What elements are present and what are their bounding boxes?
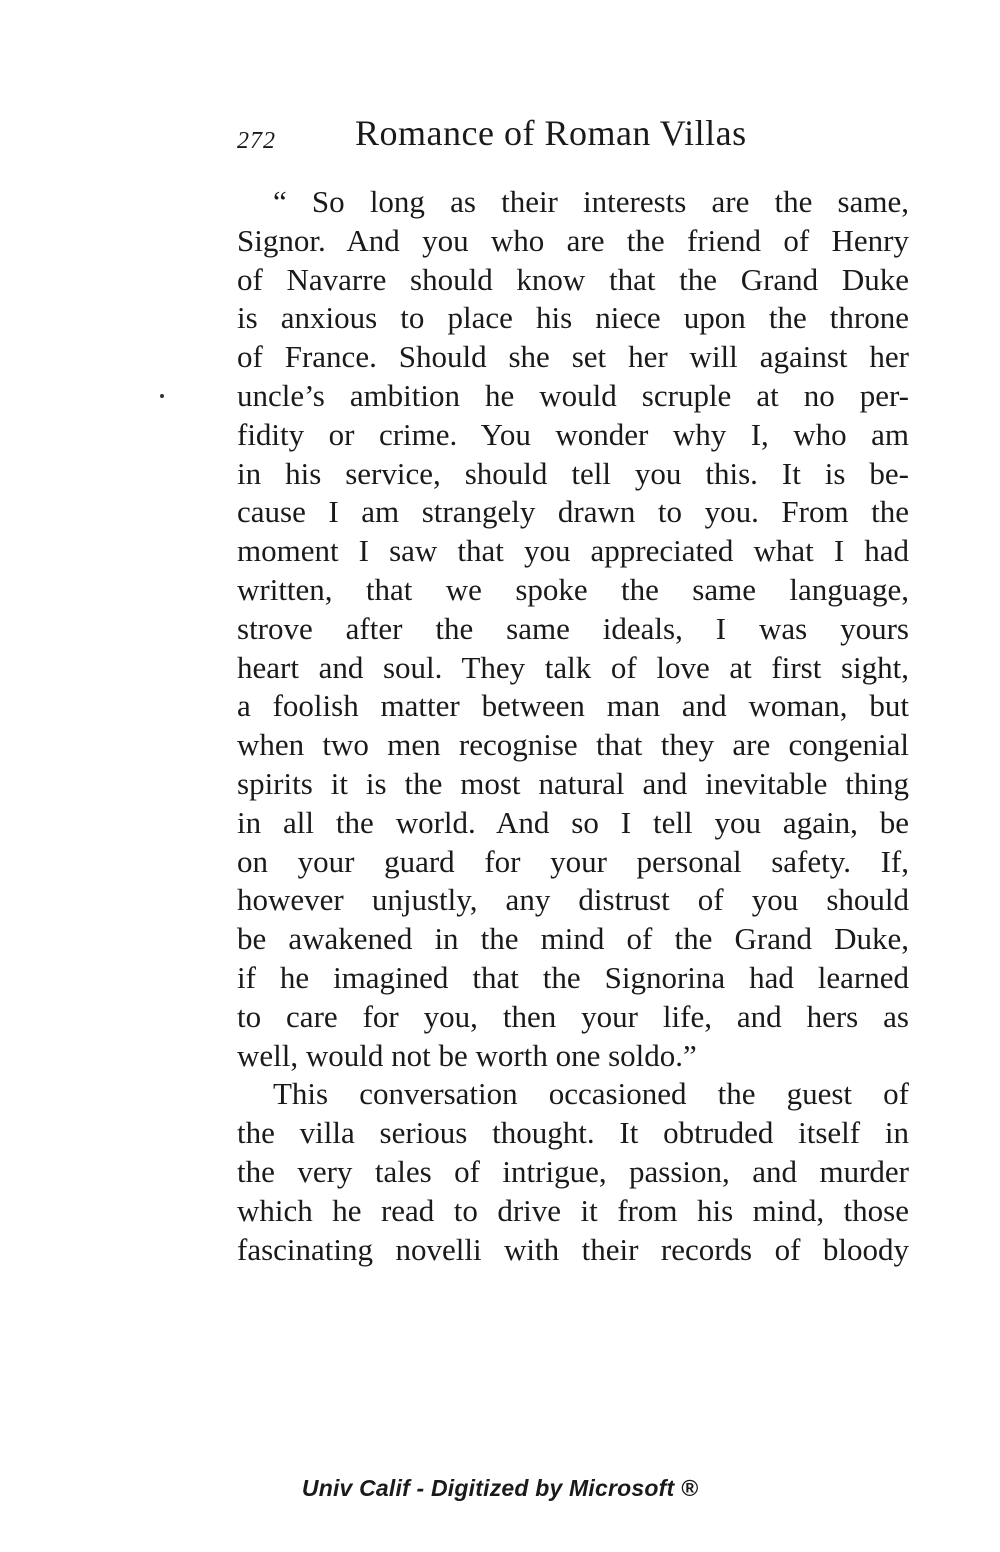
text-line: the very tales of intrigue, passion, and murder (237, 1153, 909, 1189)
text-line: “ So long as their interests are the same, (273, 184, 909, 219)
page-number: 272 (237, 128, 276, 154)
text-line: This conversation occasioned the guest of (273, 1076, 909, 1112)
running-head (237, 112, 917, 162)
text-line: of France. Should she set her will against her (237, 339, 909, 375)
text-line: if he imagined that the Signorina had learned (237, 959, 909, 995)
text-line: a foolish matter between man and woman, but (237, 688, 909, 724)
text-line: moment I saw that you appreciated what I had (237, 533, 909, 569)
text-line: Signor. And you who are the friend of Henry (237, 222, 909, 258)
text-line: well, would not be worth one soldo.” (237, 1037, 697, 1073)
text-line: be awakened in the mind of the Grand Duke, (237, 921, 909, 957)
digitization-credit: Univ Calif - Digitized by Microsoft ® (301, 1475, 699, 1501)
text-line: strove after the same ideals, I was yours (237, 610, 909, 646)
body-text (237, 183, 909, 1269)
margin-dot (160, 394, 164, 398)
running-title: Romance of Roman Villas (355, 113, 747, 153)
text-line: is anxious to place his niece upon the throne (237, 300, 909, 336)
text-line: in all the world. And so I tell you again, be (237, 804, 909, 840)
text-line: uncle’s ambition he would scruple at no per- (237, 377, 909, 413)
text-line: cause I am strangely drawn to you. From the (237, 494, 909, 530)
text-line: heart and soul. They talk of love at first sight, (237, 649, 909, 685)
text-line: on your guard for your personal safety. If, (237, 843, 909, 879)
text-line: to care for you, then your life, and hers as (237, 998, 909, 1034)
text-line: spirits it is the most natural and inevitable thing (237, 765, 909, 801)
text-line: written, that we spoke the same language, (237, 571, 909, 607)
text-line: however unjustly, any distrust of you should (237, 882, 909, 918)
text-line: in his service, should tell you this. It is be- (237, 455, 909, 491)
text-line: the villa serious thought. It obtruded itself in (237, 1115, 909, 1151)
text-line: of Navarre should know that the Grand Duke (237, 261, 909, 297)
text-line: fascinating novelli with their records of bloody (237, 1231, 909, 1267)
text-line: fidity or crime. You wonder why I, who am (237, 416, 909, 452)
text-line: when two men recognise that they are congenial (237, 727, 909, 763)
text-line: which he read to drive it from his mind, those (237, 1192, 909, 1228)
